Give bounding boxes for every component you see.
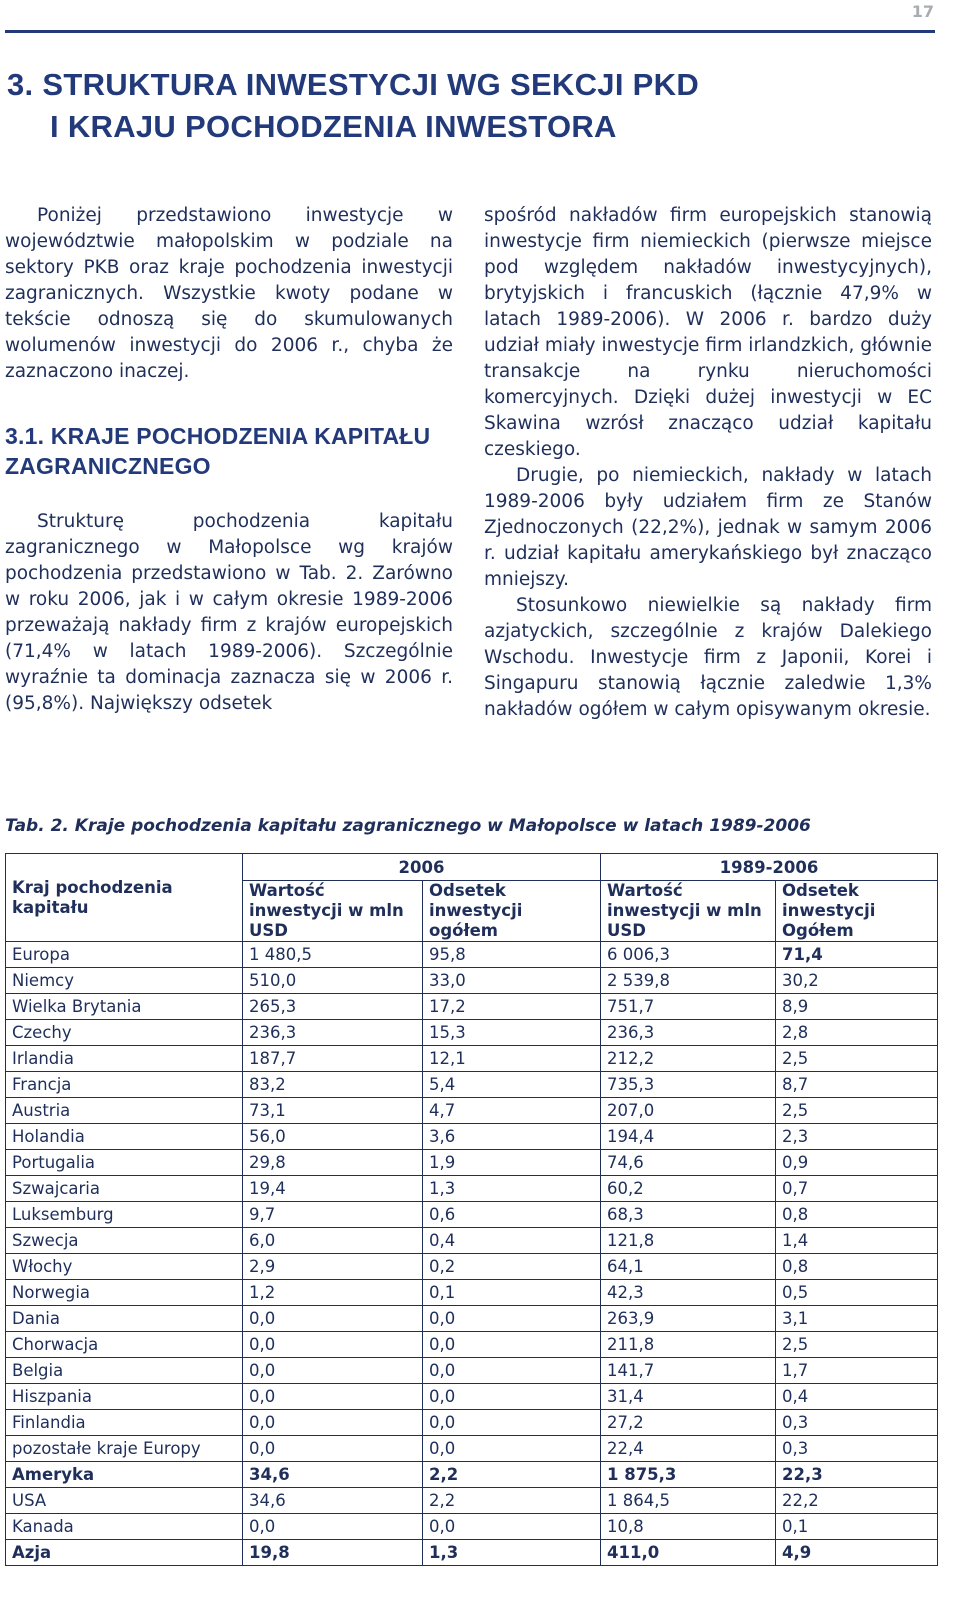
cell-share-2006: 2,2	[423, 1488, 601, 1514]
cell-share-2006: 0,0	[423, 1514, 601, 1540]
cell-share-2006: 1,3	[423, 1176, 601, 1202]
cell-value-2006: 9,7	[243, 1202, 423, 1228]
cell-share-2006: 3,6	[423, 1124, 601, 1150]
cell-share-range: 0,9	[776, 1150, 938, 1176]
cell-share-range: 2,8	[776, 1020, 938, 1046]
cell-share-range: 0,4	[776, 1384, 938, 1410]
cell-country: Niemcy	[6, 968, 243, 994]
cell-value-range: 27,2	[601, 1410, 776, 1436]
header-share-2006: Odsetek inwestycji ogółem	[423, 881, 601, 942]
cell-value-2006: 0,0	[243, 1436, 423, 1462]
cell-value-2006: 29,8	[243, 1150, 423, 1176]
cell-share-2006: 15,3	[423, 1020, 601, 1046]
cell-share-range: 0,8	[776, 1254, 938, 1280]
cell-value-range: 68,3	[601, 1202, 776, 1228]
investment-table	[5, 853, 938, 1566]
cell-value-2006: 0,0	[243, 1514, 423, 1540]
cell-value-2006: 1 480,5	[243, 942, 423, 968]
cell-value-range: 212,2	[601, 1046, 776, 1072]
cell-country: Finlandia	[6, 1410, 243, 1436]
cell-country: Azja	[6, 1540, 243, 1566]
page-number: 17	[911, 2, 934, 21]
cell-country: Włochy	[6, 1254, 243, 1280]
left-column	[5, 203, 453, 717]
table-row	[6, 1020, 938, 1046]
cell-value-range: 2 539,8	[601, 968, 776, 994]
table-header-row-years	[6, 854, 938, 881]
cell-country: Szwecja	[6, 1228, 243, 1254]
cell-share-range: 2,5	[776, 1098, 938, 1124]
table-row	[6, 1384, 938, 1410]
cell-value-range: 751,7	[601, 994, 776, 1020]
cell-value-range: 64,1	[601, 1254, 776, 1280]
right-column	[484, 203, 932, 723]
cell-value-range: 1 875,3	[601, 1462, 776, 1488]
cell-share-2006: 0,0	[423, 1332, 601, 1358]
header-year-2006: 2006	[243, 854, 601, 881]
cell-country: Hiszpania	[6, 1384, 243, 1410]
cell-country: pozostałe kraje Europy	[6, 1436, 243, 1462]
cell-share-range: 22,3	[776, 1462, 938, 1488]
cell-share-range: 0,7	[776, 1176, 938, 1202]
body-paragraph: Strukturę pochodzenia kapitału zagranicznego w Małopolsce wg krajów pochodzenia przedstawiono w Tab. 2. Zarówno w roku 2006, jak i w całym okresie 1989-2006 przeważają nakłady firm z krajów europejskich (71,4% w latach 1989-2006). Szczególnie wyraźnie ta dominacja zaznacza się w 2006 r. (95,8%). Największy odsetek	[5, 511, 453, 714]
header-value-range: Wartość inwestycji w mln USD	[601, 881, 776, 942]
table-row	[6, 1072, 938, 1098]
cell-value-2006: 0,0	[243, 1358, 423, 1384]
cell-value-2006: 19,8	[243, 1540, 423, 1566]
header-share-range: Odsetek inwestycji Ogółem	[776, 881, 938, 942]
chapter-title-line-1: 3. STRUKTURA INWESTYCJI WG SEKCJI PKD	[7, 67, 700, 102]
cell-country: Ameryka	[6, 1462, 243, 1488]
cell-value-2006: 0,0	[243, 1384, 423, 1410]
cell-share-range: 0,3	[776, 1410, 938, 1436]
table-row	[6, 1176, 938, 1202]
cell-share-range: 22,2	[776, 1488, 938, 1514]
right-paragraph-2: Drugie, po niemieckich, nakłady w latach 1989-2006 były udziałem firm ze Stanów Zjednoczonych (22,2%), jednak w samym 2006 r. udział kapitału amerykańskiego był znacząco mniejszy.	[484, 465, 932, 590]
cell-share-2006: 4,7	[423, 1098, 601, 1124]
cell-share-2006: 0,0	[423, 1306, 601, 1332]
cell-value-2006: 265,3	[243, 994, 423, 1020]
cell-value-range: 236,3	[601, 1020, 776, 1046]
section-title: 3.1. KRAJE POCHODZENIA KAPITAŁU ZAGRANICZNEGO	[5, 423, 431, 479]
cell-value-range: 1 864,5	[601, 1488, 776, 1514]
table-row	[6, 1228, 938, 1254]
table-caption: Tab. 2. Kraje pochodzenia kapitału zagranicznego w Małopolsce w latach 1989-2006	[5, 816, 811, 836]
cell-value-range: 194,4	[601, 1124, 776, 1150]
table-row	[6, 1254, 938, 1280]
table-row	[6, 1462, 938, 1488]
cell-share-2006: 0,0	[423, 1358, 601, 1384]
right-paragraph-1: spośród nakładów firm europejskich stanowią inwestycje firm niemieckich (pierwsze miejsce pod względem nakładów inwestycyjnych), brytyjskich i francuskich (łącznie 47,9% w latach 1989-2006). W 2006 r. bardzo duży udział miały inwestycje firm irlandzkich, głównie transakcje na rynku nieruchomości komercyjnych. Dzięki dużej inwestycji w EC Skawina wzrósł znacząco udział kapitału czeskiego.	[484, 205, 932, 460]
header-country: Kraj pochodzenia kapitału	[6, 854, 243, 942]
cell-value-2006: 0,0	[243, 1332, 423, 1358]
cell-share-2006: 1,9	[423, 1150, 601, 1176]
cell-share-2006: 0,6	[423, 1202, 601, 1228]
cell-share-2006: 0,0	[423, 1436, 601, 1462]
cell-value-range: 31,4	[601, 1384, 776, 1410]
cell-country: Kanada	[6, 1514, 243, 1540]
table-row	[6, 994, 938, 1020]
cell-value-2006: 2,9	[243, 1254, 423, 1280]
cell-value-2006: 6,0	[243, 1228, 423, 1254]
cell-country: Czechy	[6, 1020, 243, 1046]
cell-value-2006: 0,0	[243, 1410, 423, 1436]
table-row	[6, 1150, 938, 1176]
cell-share-2006: 0,0	[423, 1410, 601, 1436]
cell-value-range: 211,8	[601, 1332, 776, 1358]
cell-share-range: 4,9	[776, 1540, 938, 1566]
cell-country: Portugalia	[6, 1150, 243, 1176]
cell-share-range: 71,4	[776, 942, 938, 968]
cell-country: Szwajcaria	[6, 1176, 243, 1202]
cell-share-2006: 0,2	[423, 1254, 601, 1280]
chapter-title	[7, 64, 927, 148]
chapter-title-line-2: I KRAJU POCHODZENIA INWESTORA	[50, 109, 617, 144]
cell-value-range: 141,7	[601, 1358, 776, 1384]
table-row	[6, 1124, 938, 1150]
cell-value-range: 10,8	[601, 1514, 776, 1540]
cell-share-range: 1,7	[776, 1358, 938, 1384]
cell-country: Belgia	[6, 1358, 243, 1384]
table-row	[6, 1202, 938, 1228]
table-row	[6, 942, 938, 968]
cell-value-range: 121,8	[601, 1228, 776, 1254]
cell-value-range: 411,0	[601, 1540, 776, 1566]
cell-country: USA	[6, 1488, 243, 1514]
cell-value-2006: 510,0	[243, 968, 423, 994]
cell-share-2006: 1,3	[423, 1540, 601, 1566]
table-row	[6, 1514, 938, 1540]
header-value-2006: Wartość inwestycji w mln USD	[243, 881, 423, 942]
table-row	[6, 1280, 938, 1306]
cell-country: Norwegia	[6, 1280, 243, 1306]
cell-value-2006: 187,7	[243, 1046, 423, 1072]
cell-country: Wielka Brytania	[6, 994, 243, 1020]
table-row	[6, 1540, 938, 1566]
cell-share-2006: 0,1	[423, 1280, 601, 1306]
cell-share-range: 0,3	[776, 1436, 938, 1462]
cell-share-range: 0,8	[776, 1202, 938, 1228]
cell-country: Austria	[6, 1098, 243, 1124]
cell-share-range: 0,5	[776, 1280, 938, 1306]
cell-share-2006: 17,2	[423, 994, 601, 1020]
intro-paragraph: Poniżej przedstawiono inwestycje w województwie małopolskim w podziale na sektory PKB oraz kraje pochodzenia inwestycji zagranicznych. Wszystkie kwoty podane w tekście odnoszą się do skumulowanych wolumenów inwestycji do 2006 r., chyba że zaznaczono inaczej.	[5, 205, 453, 382]
cell-share-range: 8,7	[776, 1072, 938, 1098]
cell-value-2006: 34,6	[243, 1488, 423, 1514]
cell-value-range: 60,2	[601, 1176, 776, 1202]
cell-country: Francja	[6, 1072, 243, 1098]
table-row	[6, 968, 938, 994]
cell-value-2006: 236,3	[243, 1020, 423, 1046]
cell-value-2006: 1,2	[243, 1280, 423, 1306]
table-row	[6, 1358, 938, 1384]
cell-value-range: 42,3	[601, 1280, 776, 1306]
table-row	[6, 1436, 938, 1462]
header-rule	[5, 30, 935, 33]
cell-value-2006: 19,4	[243, 1176, 423, 1202]
cell-country: Europa	[6, 942, 243, 968]
cell-share-2006: 5,4	[423, 1072, 601, 1098]
right-paragraph-3: Stosunkowo niewielkie są nakłady firm azjatyckich, szczególnie z krajów Dalekiego Wschodu. Inwestycje firm z Japonii, Korei i Singapuru stanowią łącznie zaledwie 1,3% nakładów ogółem w całym opisywanym okresie.	[484, 595, 932, 720]
cell-value-2006: 83,2	[243, 1072, 423, 1098]
table-row	[6, 1332, 938, 1358]
cell-country: Dania	[6, 1306, 243, 1332]
cell-share-2006: 12,1	[423, 1046, 601, 1072]
table-row	[6, 1410, 938, 1436]
cell-country: Holandia	[6, 1124, 243, 1150]
cell-share-range: 3,1	[776, 1306, 938, 1332]
cell-share-range: 0,1	[776, 1514, 938, 1540]
cell-value-range: 22,4	[601, 1436, 776, 1462]
cell-share-2006: 0,4	[423, 1228, 601, 1254]
cell-share-2006: 0,0	[423, 1384, 601, 1410]
cell-share-range: 1,4	[776, 1228, 938, 1254]
cell-share-2006: 95,8	[423, 942, 601, 968]
header-year-range: 1989-2006	[601, 854, 938, 881]
cell-value-2006: 73,1	[243, 1098, 423, 1124]
cell-value-2006: 0,0	[243, 1306, 423, 1332]
cell-value-range: 6 006,3	[601, 942, 776, 968]
cell-share-2006: 2,2	[423, 1462, 601, 1488]
table-row	[6, 1046, 938, 1072]
table-row	[6, 1488, 938, 1514]
cell-value-range: 735,3	[601, 1072, 776, 1098]
table-row	[6, 1098, 938, 1124]
cell-value-range: 74,6	[601, 1150, 776, 1176]
cell-value-2006: 56,0	[243, 1124, 423, 1150]
cell-share-range: 30,2	[776, 968, 938, 994]
cell-country: Luksemburg	[6, 1202, 243, 1228]
table-row	[6, 1306, 938, 1332]
cell-value-2006: 34,6	[243, 1462, 423, 1488]
cell-share-2006: 33,0	[423, 968, 601, 994]
cell-share-range: 2,3	[776, 1124, 938, 1150]
cell-value-range: 207,0	[601, 1098, 776, 1124]
cell-share-range: 2,5	[776, 1332, 938, 1358]
cell-share-range: 2,5	[776, 1046, 938, 1072]
cell-value-range: 263,9	[601, 1306, 776, 1332]
cell-country: Chorwacja	[6, 1332, 243, 1358]
cell-share-range: 8,9	[776, 994, 938, 1020]
cell-country: Irlandia	[6, 1046, 243, 1072]
